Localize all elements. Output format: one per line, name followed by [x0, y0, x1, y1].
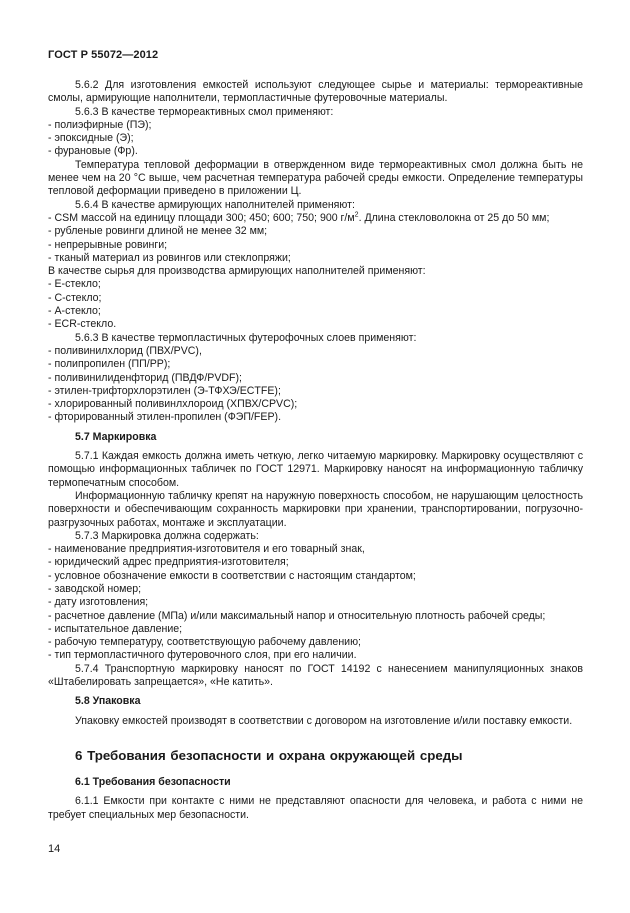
list-item: - ECR-стекло.	[48, 318, 117, 331]
list-item: - тип термопластичного футеровочного слоя, при его наличии.	[48, 649, 357, 662]
list-item: - этилен-трифторхлорэтилен (Э-ТФХЭ/ECTFE);	[48, 384, 281, 397]
list-item: - расчетное давление (МПа) и/или максимальный напор и относительную плотность рабочей среды;	[48, 609, 546, 622]
list-item: - непрерывные ровинги;	[48, 238, 168, 251]
section-heading-6: 6 Требования безопасности и охрана окружающей среды	[75, 747, 463, 763]
list-item: - полиэфирные (ПЭ);	[48, 118, 152, 131]
list-item: - полипропилен (ПП/РР);	[48, 358, 171, 371]
list-item: - рубленые ровинги длиной не менее 32 мм;	[48, 225, 268, 238]
list-item: - Е-стекло;	[48, 278, 101, 291]
list-item: - условное обозначение емкости в соответствии с настоящим стандартом;	[48, 569, 416, 582]
list-item: - хлорированный поливинлхлороид (ХПВХ/CPVC);	[48, 398, 298, 411]
section-heading-5-8: 5.8 Упаковка	[75, 695, 141, 708]
document-header: ГОСТ Р 55072—2012	[48, 49, 159, 61]
list-item: - тканый материал из ровингов или стеклопряжи;	[48, 251, 291, 264]
list-item: - наименование предприятия-изготовителя и его товарный знак,	[48, 543, 365, 556]
paragraph-5-7-4: 5.7.4 Транспортную маркировку наносят по ГОСТ 14192 с нанесением манипуляционных знаков «Штабелировать запрещается», «Не катить».	[48, 662, 583, 689]
list-item: - А-стекло;	[48, 305, 101, 318]
list-item: - заводской номер;	[48, 582, 142, 595]
list-item: - поливинилиденфторид (ПВДФ/PVDF);	[48, 371, 242, 384]
paragraph-5-6-3-intro: 5.6.3 В качестве термореактивных смол применяют:	[75, 105, 334, 118]
list-item: - юридический адрес предприятия-изготовителя;	[48, 556, 289, 569]
paragraph-raw-intro: В качестве сырья для производства армирующих наполнителей применяют:	[48, 265, 426, 278]
csm-text: - CSM массой на единицу площади 300; 450; 600; 750; 900 г/м	[48, 211, 355, 224]
list-item: - дату изготовления;	[48, 596, 149, 609]
paragraph-5-6-2: 5.6.2 Для изготовления емкостей используют следующее сырье и материалы: термореактивные смолы, армирующие наполнители, термопластичные футеровочные материалы.	[48, 79, 583, 105]
paragraph-5-8: Упаковку емкостей производят в соответствии с договором на изготовление и/или поставку емкости.	[75, 714, 573, 727]
page-number: 14	[48, 843, 61, 855]
paragraph-thermoplastic-intro: 5.6.3 В качестве термопластичных футерофочных слоев применяют:	[75, 331, 417, 344]
list-item: - испытательное давление;	[48, 622, 183, 635]
paragraph-5-7-1: 5.7.1 Каждая емкость должна иметь четкую, легко читаемую маркировку. Маркировку осуществляют с помощью информационных табличек по ГОСТ 12971. Маркировку наносят на информационную табличку термопечатным способом.	[48, 450, 583, 489]
csm-superscript: 2	[354, 211, 359, 219]
list-item: - фторированный этилен-пропилен (ФЭП/FEP).	[48, 411, 282, 424]
paragraph-5-6-4-intro: 5.6.4 В качестве армирующих наполнителей применяют:	[75, 198, 355, 211]
list-item: - поливинилхлорид (ПВХ/PVC),	[48, 344, 202, 357]
list-item: - С-стекло;	[48, 291, 102, 304]
list-item: - фурановые (Фр).	[48, 145, 138, 158]
list-item-csm	[48, 212, 583, 225]
document-body	[48, 79, 583, 822]
paragraph-6-1-1: 6.1.1 Емкости при контакте с ними не представляют опасности для человека, и работа с ними не требует специальных мер безопасности.	[48, 795, 583, 821]
section-heading-6-1: 6.1 Требования безопасности	[75, 775, 231, 788]
paragraph-temperature: Температура тепловой деформации в отвержденном виде термореактивных смол должна быть не менее чем на 20 °С выше, чем расчетная температура рабочей среды емкости. Определение температуры тепловой деформации приведено в приложении Ц.	[48, 158, 583, 198]
section-heading-5-7: 5.7 Маркировка	[75, 430, 157, 443]
csm-text-end: . Длина стекловолокна от 25 до 50 мм;	[358, 211, 550, 224]
list-item: - рабочую температуру, соответствующую рабочему давлению;	[48, 636, 361, 649]
paragraph-5-7-3-intro: 5.7.3 Маркировка должна содержать:	[75, 529, 259, 542]
paragraph-5-7-2: Информационную табличку крепят на наружную поверхность способом, не нарушающим целостность поверхности и обеспечивающим сохранность маркировки при хранении, транспортировании, погрузочно-разгрузочных работах, монтаже и эксплуатации.	[48, 489, 583, 529]
list-item: - эпоксидные (Э);	[48, 132, 134, 145]
